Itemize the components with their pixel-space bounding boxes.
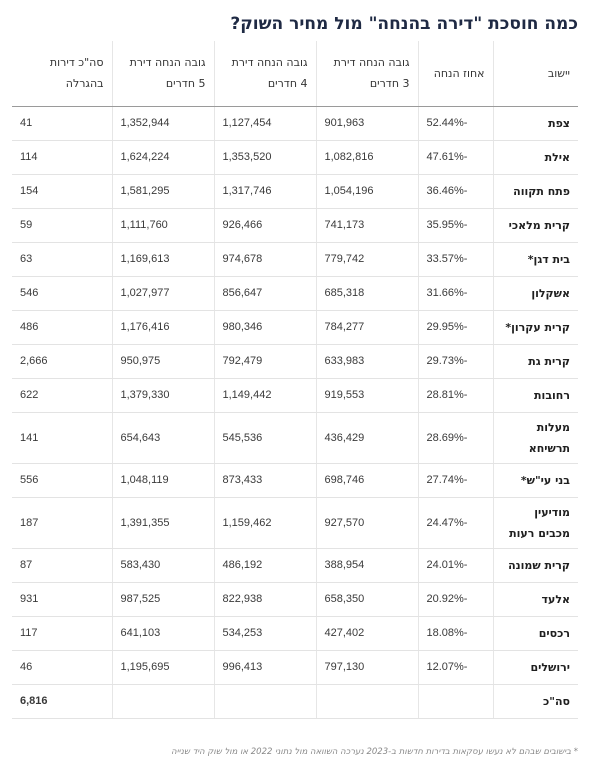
cell-discount-4-rooms: 1,317,746 (214, 174, 316, 208)
cell-discount-5-rooms: 1,027,977 (112, 276, 214, 310)
cell-total-apartments: 187 (12, 497, 112, 548)
header-discount-4-rooms: גובה הנחה דירת 4 חדרים (214, 41, 316, 106)
cell-discount-3-rooms: 633,983 (316, 344, 418, 378)
cell-city: קרית מלאכי (493, 208, 578, 242)
cell-discount-percent: 24.47%- (418, 497, 493, 548)
page-title: כמה חוסכת "דירה בהנחה" מול מחיר השוק? (230, 14, 578, 34)
cell-discount-3-rooms: 1,054,196 (316, 174, 418, 208)
cell-discount-percent: 12.07%- (418, 650, 493, 684)
cell-discount-5-rooms: 1,581,295 (112, 174, 214, 208)
cell-discount-5-rooms: 583,430 (112, 548, 214, 582)
header-city: יישוב (493, 41, 578, 106)
table-row (12, 174, 578, 208)
discount-table (12, 41, 578, 719)
cell-city: קרית גת (493, 344, 578, 378)
cell-city: מודיעין מכבים רעות (493, 497, 578, 548)
cell-discount-percent: 47.61%- (418, 140, 493, 174)
cell-discount-percent: 27.74%- (418, 463, 493, 497)
total-cell-discount-3-rooms (316, 684, 418, 718)
cell-city: בני עי"ש* (493, 463, 578, 497)
cell-discount-percent: 18.08%- (418, 616, 493, 650)
cell-discount-4-rooms: 974,678 (214, 242, 316, 276)
total-cell-city: סה"כ (493, 684, 578, 718)
cell-discount-4-rooms: 792,479 (214, 344, 316, 378)
table-row (12, 463, 578, 497)
cell-discount-percent: 29.95%- (418, 310, 493, 344)
cell-discount-4-rooms: 822,938 (214, 582, 316, 616)
cell-total-apartments: 41 (12, 106, 112, 140)
cell-discount-3-rooms: 779,742 (316, 242, 418, 276)
cell-discount-percent: 28.81%- (418, 378, 493, 412)
cell-discount-4-rooms: 873,433 (214, 463, 316, 497)
cell-discount-4-rooms: 1,149,442 (214, 378, 316, 412)
header-discount-5-rooms: גובה הנחה דירת 5 חדרים (112, 41, 214, 106)
cell-total-apartments: 46 (12, 650, 112, 684)
table-row (12, 276, 578, 310)
cell-total-apartments: 486 (12, 310, 112, 344)
table-row (12, 208, 578, 242)
cell-discount-percent: 33.57%- (418, 242, 493, 276)
header-discount-percent: אחוז הנחה (418, 41, 493, 106)
cell-discount-4-rooms: 534,253 (214, 616, 316, 650)
table-row (12, 310, 578, 344)
table-row (12, 412, 578, 463)
cell-discount-5-rooms: 950,975 (112, 344, 214, 378)
table-header-row (12, 41, 578, 106)
cell-discount-3-rooms: 741,173 (316, 208, 418, 242)
cell-total-apartments: 931 (12, 582, 112, 616)
table-row (12, 378, 578, 412)
cell-city: ירושלים (493, 650, 578, 684)
total-cell-discount-percent (418, 684, 493, 718)
header-total-apartments: סה"כ דירות בהגרלה (12, 41, 112, 106)
cell-total-apartments: 141 (12, 412, 112, 463)
cell-discount-5-rooms: 1,048,119 (112, 463, 214, 497)
cell-discount-5-rooms: 1,169,613 (112, 242, 214, 276)
cell-discount-3-rooms: 388,954 (316, 548, 418, 582)
cell-total-apartments: 154 (12, 174, 112, 208)
table-row (12, 242, 578, 276)
cell-discount-5-rooms: 1,624,224 (112, 140, 214, 174)
cell-discount-4-rooms: 856,647 (214, 276, 316, 310)
cell-discount-3-rooms: 1,082,816 (316, 140, 418, 174)
cell-discount-4-rooms: 1,353,520 (214, 140, 316, 174)
table-row (12, 106, 578, 140)
cell-total-apartments: 622 (12, 378, 112, 412)
cell-city: אלעד (493, 582, 578, 616)
cell-discount-3-rooms: 927,570 (316, 497, 418, 548)
table-row (12, 344, 578, 378)
header-discount-3-rooms: גובה הנחה דירת 3 חדרים (316, 41, 418, 106)
cell-city: פתח תקווה (493, 174, 578, 208)
cell-discount-3-rooms: 685,318 (316, 276, 418, 310)
table-row (12, 582, 578, 616)
cell-discount-5-rooms: 1,176,416 (112, 310, 214, 344)
cell-total-apartments: 63 (12, 242, 112, 276)
cell-total-apartments: 87 (12, 548, 112, 582)
cell-city: אשקלון (493, 276, 578, 310)
cell-discount-3-rooms: 427,402 (316, 616, 418, 650)
cell-discount-5-rooms: 1,379,330 (112, 378, 214, 412)
table-total-row (12, 684, 578, 718)
cell-total-apartments: 114 (12, 140, 112, 174)
total-cell-discount-5-rooms (112, 684, 214, 718)
cell-discount-3-rooms: 784,277 (316, 310, 418, 344)
cell-discount-5-rooms: 1,391,355 (112, 497, 214, 548)
cell-city: בית דגן* (493, 242, 578, 276)
cell-discount-3-rooms: 919,553 (316, 378, 418, 412)
table-row (12, 140, 578, 174)
cell-discount-4-rooms: 486,192 (214, 548, 316, 582)
cell-discount-5-rooms: 1,111,760 (112, 208, 214, 242)
cell-discount-percent: 20.92%- (418, 582, 493, 616)
cell-total-apartments: 2,666 (12, 344, 112, 378)
cell-city: אילת (493, 140, 578, 174)
cell-discount-4-rooms: 1,159,462 (214, 497, 316, 548)
cell-discount-4-rooms: 980,346 (214, 310, 316, 344)
cell-discount-percent: 52.44%- (418, 106, 493, 140)
cell-total-apartments: 117 (12, 616, 112, 650)
cell-discount-3-rooms: 658,350 (316, 582, 418, 616)
cell-discount-percent: 31.66%- (418, 276, 493, 310)
cell-city: צפת (493, 106, 578, 140)
table-body (12, 106, 578, 718)
cell-discount-3-rooms: 436,429 (316, 412, 418, 463)
cell-total-apartments: 59 (12, 208, 112, 242)
footnote: * בישובים שבהם לא נעשו עסקאות בדירות חדשות ב-2023 נערכה השוואה מול נתוני 2022 או מול שוק היד שנייה (171, 747, 578, 757)
cell-discount-4-rooms: 545,536 (214, 412, 316, 463)
cell-city: קרית שמונה (493, 548, 578, 582)
cell-city: קרית עקרון* (493, 310, 578, 344)
cell-discount-5-rooms: 987,525 (112, 582, 214, 616)
cell-discount-percent: 24.01%- (418, 548, 493, 582)
cell-city: מעלות תרשיחא (493, 412, 578, 463)
cell-discount-3-rooms: 901,963 (316, 106, 418, 140)
cell-discount-4-rooms: 996,413 (214, 650, 316, 684)
cell-total-apartments: 546 (12, 276, 112, 310)
table-row (12, 616, 578, 650)
total-cell-discount-4-rooms (214, 684, 316, 718)
cell-discount-percent: 36.46%- (418, 174, 493, 208)
cell-discount-5-rooms: 641,103 (112, 616, 214, 650)
table-row (12, 650, 578, 684)
cell-discount-percent: 28.69%- (418, 412, 493, 463)
cell-discount-4-rooms: 926,466 (214, 208, 316, 242)
total-cell-total-apartments: 6,816 (12, 684, 112, 718)
cell-discount-percent: 35.95%- (418, 208, 493, 242)
table-row (12, 548, 578, 582)
table-row (12, 497, 578, 548)
cell-total-apartments: 556 (12, 463, 112, 497)
cell-city: רחובות (493, 378, 578, 412)
cell-discount-percent: 29.73%- (418, 344, 493, 378)
cell-discount-5-rooms: 1,195,695 (112, 650, 214, 684)
cell-discount-3-rooms: 797,130 (316, 650, 418, 684)
cell-discount-5-rooms: 654,643 (112, 412, 214, 463)
cell-discount-5-rooms: 1,352,944 (112, 106, 214, 140)
cell-discount-4-rooms: 1,127,454 (214, 106, 316, 140)
cell-discount-3-rooms: 698,746 (316, 463, 418, 497)
cell-city: רכסים (493, 616, 578, 650)
